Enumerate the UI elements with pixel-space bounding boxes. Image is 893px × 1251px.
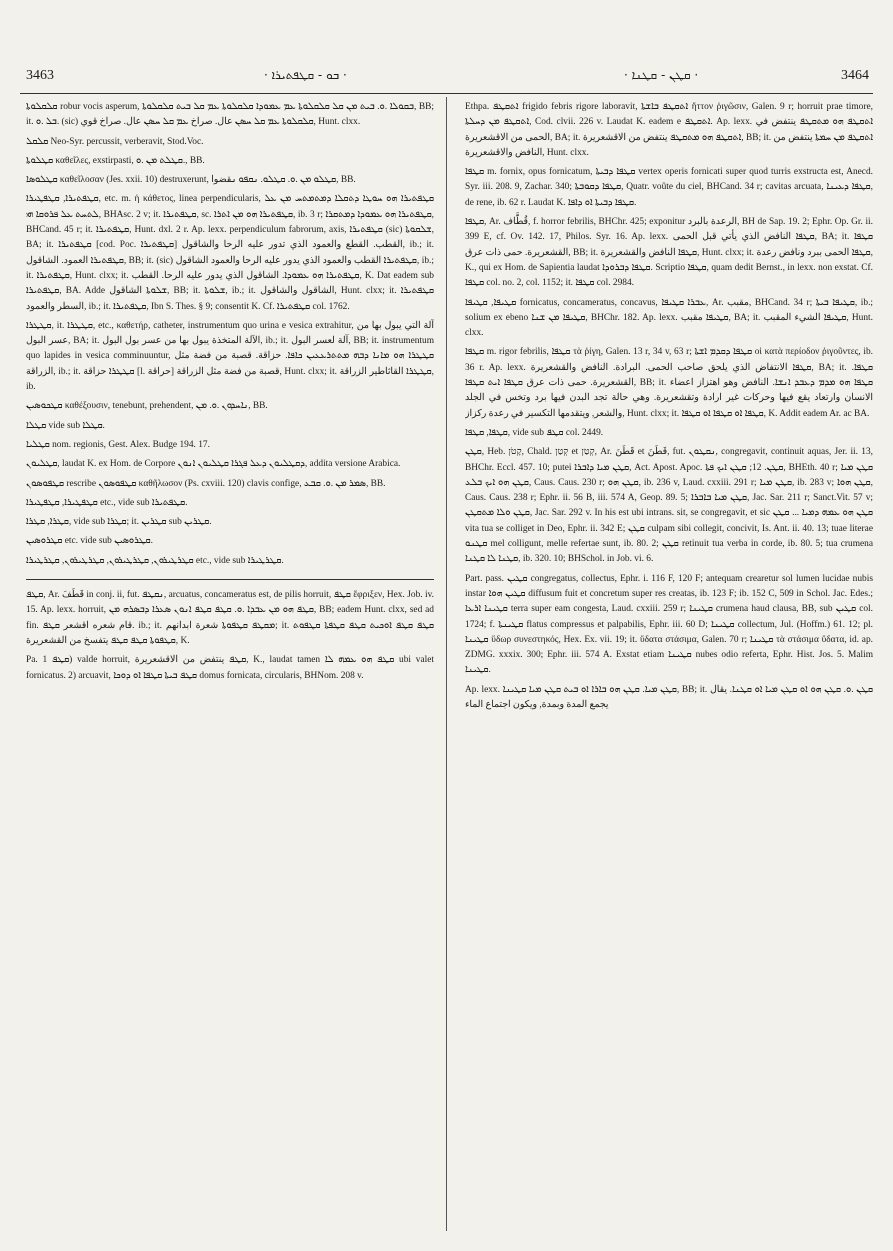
header-rule (20, 93, 873, 94)
dictionary-entry: ܩܛܦܛܝܪܐ, ܩܛܦܛܝܪܐ etc., vide sub ܩܛܦܬܝܪܐ. (26, 497, 188, 508)
dictionary-entry: ܩܛܠܐ vide sub ܩܛܠܐ. (26, 420, 105, 431)
dictionary-entry: ܩܛܦܐ m. rigor febrilis, ܩܛܦܐ τὰ ῥίγη, Galen. 13 r, 34 v, 63 r; ܩܛܦܐ ܕܩܕܡ ܐܫܬܐ οἱ κατὰ περίοδον ῥιγοῦντες, ib. 36 r. Ap. lexx. ܩܛܦܐ الانتفاض الذي يلحق صاحب الحمى. البرادة. النافض والقشعريرة, BA; it. ܩܛܦܐ. القشعريرة. حمى ذات عرق ܩܛܦܐ ܐܝܬ ܩܛܦܐ, BB; it. ܩܛܦܐ ܗܘ ܡܕܡ ܕܥܒܕ ܐܢܫܐ. النافض وهو اهتزاز اعضاء الانسان وارتعاد يقع فيها وحركات غير ارادة وتقشعريرة. وهي حالة تجد البدن فيها برد وتخس في الجلد والشعر, ويتقدمها التكسير في رعدة ركزاز, Hunt. clxx; it. ܩܛܦܐ ܐܘ ܩܛܦܐ ܐܘ ܩܛܦܐ, K. Addit eadem Ar. ac BA. (465, 347, 873, 419)
running-head-right: · ܩܛܢ - ܩܛܢܐ · (624, 68, 699, 82)
dictionary-entry: ܩܛܦܬܝܪܐ, ܩܛܦܛܝܪܐ, etc. m. ἡ κάθετος, linea perpendicularis, ܩܛܦܬܝܪܐ ܗܘ ܚܘܛܐ ܕܬܩܠܐ ܕܡܬܡܬܚ ܡܢ ܥܠ ܠܬܚܬ ܥܠ ܦܪܘܩܐ ܗܝ, BHAsc. 2 v; it. ܩܛܦܬܝܪܐ, sc. ܩܛܦܬܝܪܐ ܗܘ ܡܢ ܐܬܪܐ, ib. 3 r; ܩܛܦܬܝܪܐ ܗܘ ܥܡܘܕܐ ܕܡܬܩܪܐ, BHCand. 45 r; it. ܩܛܦܬܝܪܐ, Hunt. dxl. 2 r. Ap. lexx. perpendiculum fabrorum, axis, ܩܛܦܬܝܪܐ (sic) ܫܠܩܘܬܐ, BA; it. ܩܛܦܬܝܪܐ [cod. Poc. ܩܛܦܬܝܪܐ] القطب. القطع والعمود الذي تدور عليه الرحا والشاقول, ib.; it. ܩܛܦܬܝܪܐ العمود. الشاقول, BB; it. (sic) ܩܛܦܬܝܪܐ القطب والعمود الذي يدور عليه الرحا والعمود الشاقول, ib.; it. ܩܛܦܬܝܪܐ, Hunt. clxx; it. ܩܛܦܬܝܪܐ ܗܘ ܥܡܘܕܐ. الشاقول الذي يدور عليه الرحا. القطب, K. Dat eadem sub ܩܛܦܬܝܪܐ, BA. Adde ܫܠܘܬܐ الشاقول, BB; it. ܫܠܘܬܐ, ib.; it. الشاقول والشاقول, Hunt. clxx; it. ܩܛܦܬܝܪܐ السطر والعمود, ib.; it. ܩܛܦܬܝܪܐ, Ibn S. Thes. § 9; consentit K. Cf. ܩܛܦܬܝܪܐ col. 1762. (26, 194, 434, 312)
dictionary-entry: ܩܛܦܐ, ܩܛܦܐ, vide sub ܩܛܦ col. 2449. (465, 427, 604, 438)
dictionary-entry: ܩܛܠܝܘܢ, laudat K. ex Hom. de Corpore ܕܩܛܠܝܘܢ ܕܥܠ ܦܓܪܐ ܩܛܠܝܘܢ ܐܢܘܢ, addita versione Arabica. (26, 459, 401, 470)
dictionary-entry: ܩܛܪܛܝܪܘܢ, ܩܛܪܛܝܪܘܢ, ܩܛܪܛܝܪܘܢ, ܩܛܪܛܝܪܐ etc., vide sub ܩܛܪܛܝܪܐ. (26, 555, 284, 566)
dictionary-entry: ܩܛܟܘܣܝܢ καθέξουσιν, tenebunt, prehendent, ܢܐܚܕܘܢ .ܘ. ܡܢ, BB. (26, 401, 268, 412)
dictionary-entry: Pa. ܩܛܦ 1) valde horruit, ܩܛܦ ينتفض من الاقشعريرة, K., laudat tamen ܩܛܦ ܗܘ ܥܡܗ ܠܐ ubi valet fornicatus. 2) arcuavit, ܩܛܦ ܒܝܬܐ ܩܛܦܐ ܐܘ ܕܘܟܐ domus fornicata, circularis, BHNom. 208 v. (26, 655, 434, 681)
dictionary-entry: ܩܛܝܦܐ, ܩܛܝܦܐ fornicatus, concameratus, concavus, ܥܒܪܐ ܩܛܝܦܐ, Ar. مقبب, BHCand. 34 r; ܩܛܝܦܐ ܒܝܬܐ, ib.; solium ex ebeno ܩܛܝܦܐ ܡܢ ܫܢܐ, BHChr. 182. Ap. lexx. ܩܛܝܦܐ مقبب, BA; it. ܩܛܝܦܐ الشيء المقبب, Hunt. clxx. (465, 297, 873, 339)
dictionary-entry: Ethpa. ܐܬܩܛܦ frigido febris rigore laboravit, ܐܬܩܛܦ ܒܐܫܬܐ ἤττον ῥιγῶσιν, Galen. 9 r; horruit prae timore, ܐܬܩܛܦ ܡܢ ܕܚܠܬܐ, Cod. clvii. 226 v. Laudat K. eadem e ܐܬܩܛܦ. Ap. lexx. ܐܬܩܛܦ ܗܘ ܡܬܩܛܦ ينتفض في الحمى من الاقشعريرة, BA; it. ܐܬܩܛܦ ܗܘ ܡܬܩܛܦ ينتفض من الاقشعريرة, BB; it. ܐܬܩܛܦ ܡܢ ܚܡܬܐ ينتفض من النافض والاقشعريرة, Hunt. clxx. (465, 102, 873, 158)
dictionary-entry: ܩܛܢ, Heb. קָטֹן, Chald. קְטַן et קְטַן, Ar. قَطَنَ et قَطَنَ, fut. ܢܩܛܘܢ, congregavit, continuit aquas, Jer. ii. 13, BHChr. Eccl. 457. 10; putei ܩܛܢ ܡܝܐ ܕܐܒܪܐ, Act. Apost. Apoc. ܩܛܢ. 12; ܩܛܢ ܐܝܟ ܦܬܐ, BHEth. 40 r; ܩܛܢ ܡܝܐ ܩܛܢ ܗܘ ܐܝܟ ܒܠܥ, Caus. Caus. 230 r; ܩܛܢ ܗܘ, ib. 236 v, Laud. cxxiii. 291 r; ܩܛܢ ܡܝܐ, ib. 283 v; ܩܛܢ ܗܘܐ, Caus. Caus. 238 r; Ephr. ii. 56 B, iii. 574 A, Geop. 89. 5; ܩܛܢ ܡܝܐ ܒܐܒܪܐ, Jac. Sar. 211 r; Sanct.Vit. 57 v; ܩܛܢ ܘܠܐ ܡܬܩܛܢ, Jac. Sar. 292 v. In his est ubi intrans. sit, se congregavit, et sic ܩܛܢ ܗܘ ܥܡܗ ܕܡܝܐ ... ܩܛܢ vita tua se colliget in Deo, Ephr. ii. 342 E; ܩܛܢ culpam sibi collegit, concivit, Is. Ant. ii. 40. 13; tuae literae ܩܛܢܘ mel colligunt, melle refertae sunt, ib. 80. 2; ܩܛܢ retinuit tua verba in corde, ib. 80. 5; tua crumena ܩܛܢܐ ܠܐ ܩܛܢܐ, ib. 320. 10; BHSchol. in Job. vi. 6. (465, 447, 873, 565)
page-header (14, 62, 879, 88)
dictionary-entry: ܩܛܪܐ, ܩܛܪܐ, vide sub ܩܛܪܐ; it. ܩܛܪܝܢ sub ܩܛܪܝܢ. (26, 517, 212, 528)
running-head-left: · ܒܘ - ܩܛܦܬܝܪܐ · (264, 68, 347, 82)
dictionary-entry: ܩܛܠܘܬܐ καθεῖλες, exstirpasti, ܩܛܠܬ ܡܢ .ܘ., BB. (26, 155, 205, 166)
page-number-left: 3463 (26, 68, 54, 83)
dictionary-entry: ܩܠܩܠܘܬܐ robur vocis asperum, ܒܩܘܠܐ .ܘ. ܒܝܬ ܡܢ ܩܠ ܩܠܩܠܘܬܐ ܥܡ ܥܡܘܕܐ ܩܠܩܠܘܬܐ ܥܡ ܩܠ ܒܝܬ ܩܠܩܠܘܬܐ, BB; it. ܒܠ .ܘ. (sic) ܩܠܩܠܘܬܐ ܥܡ ܩܠ ܚܣܢ عال. صراخ ܥܡ ܩܠ ܚܣܢ عال. صراخ قوي, Hunt. clxx. (26, 102, 434, 128)
dictionary-entry: ܩܛܛܪܐ, it. ܩܛܛܪܐ, etc., καθετήρ, catheter, instrumentum quo urina e vesica extrahitur, آلة التي يبول بها من عسر البول, BA; it. الآلة المتخذة يبول بها من عسر بول البول, ib.; it. آلة لعسر البول, BB; it. instrumentum quo lapides in vesica comminuuntur, ܩܛܛܪܐ ܗܘ ܡܐܢܐ ܕܒܗ ܡܬܬܪܥܥܝܢ ܟܐܦܐ. حزاقة. قصبة من فضة مثل الزراقة, ib.; it. ܩܛܛܪܐ حزاقة [l. حراقة] قصبة من فضة مثل الزراقة, Hunt. clxx; it. ܩܛܛܪܐ القاثاطير الزراقة, ib. (26, 320, 434, 393)
dictionary-entry: Part. pass. ܩܛܝܢ congregatus, collectus, Ephr. i. 116 F, 120 F; antequam crearetur sol lumen lucidae nubis instar ܩܛܝܢ ܗܘܐ diffusum fuit et concretum super res creatas, ib. 123 F; ib. 152 C, 509 in Schol. Jac. Edes.; ܩܛܝܢܐ ܐܪܥܐ terra super eam congesta, Laud. cxxiii. 259 r; ܩܛܝܢܐ crumena haud clausa, BB, sub ܩܛܝܢ col. 1724; f. ܩܛܝܢܬܐ flatus compressus et palpabilis, Ephr. iii. 60 D; ܩܛܝܢܐ collectum, Jul. (Hoffm.) 61. 12; pl. ܩܛܝܢܐ ὕδωρ συνεστηκός, Hex. Ex. vii. 19; it. ὕδατα στάσιμα, Galen. 70 r; ܩܛܝܢܐ τὰ στάσιμα ὕδατα, id. ap. ZDMG. xxxix. 300; Ephr. iii. 574 A. Exstat etiam ܩܛܝܢܐ nubes odio referta, Ephr. Hist. Jos. 5. Malim ܩܛܝܢܐ. (465, 573, 873, 676)
page-number-right: 3464 (841, 68, 869, 83)
dictionary-entry: ܩܛܦܐ m. fornix, opus fornicatum, ܩܛܦܐ ܕܒܝܬܐ vertex operis fornicati super quod turris exstructa est, Anecd. Syr. iii. 208. 9, Zachar. 340; ܩܛܦܐ ܕܩܘܒܬܐ, Quatr. voûte du ciel, BHCand. 34 r; cavitas arcuata, ܩܛܦܐ ܕܥܝܢܐ, de rene, ib. 62 r. Laudat K. ܩܛܦܐ ܕܒܝܬܐ ܐܘ ܕܐܦܐ. (465, 167, 873, 208)
section-rule (26, 579, 434, 580)
dictionary-entry: ܩܛܠܘܣܐ καθεῖλοσαν (Jes. xxii. 10) destruxerunt, ܩܛܠܘ ܡܢ .ܘ. ܩܛܠܘ. ܢܩܦܘ ܢقضوا, BB. (26, 175, 356, 186)
dictionary-entry: ܩܛܦܐ, Ar. قُطَّاف, f. horror febrilis, BHChr. 425; exponitur الرعدة بالبرد, BH de Sap. 19. 2; Ephr. Op. Gr. ii. 399 E, cf. Ov. 142. 17, Philos. Syr. 16. Ap. lexx. ܩܛܦܐ النافض الذي يأتي قبل الحمى, BA; it. ܩܛܦܐ القشعريرة. حمى ذات عرق, BB; it. ܩܛܦܐ النافض والقشعريرة, Hunt. clxx; it. ܩܛܦܐ الحمى ببرد ونافض رعدة, K., qui ex Hom. de Sapientia laudat ܩܛܦܐ ܕܒܪܘܕܐ. Scriptio ܩܛܦܐ, quam dedit Bernst., in lexx. non exstat. Cf. ܩܛܦܐ col. no. 2, col. 1152; it. ܩܛܦܐ col. 2984. (465, 217, 873, 289)
right-column (465, 100, 873, 1230)
dictionary-entry: ܩܠܩܠ Neo-Syr. percussit, verberavit, Stod.Voc. (26, 136, 204, 147)
dictionary-entry: ܩܛܦ, Ar. قَطَفَ in conj. ii, fut. ܢܩܛܦ, arcuatus, concameratus est, de pilis horruit, ܩܛܦ ἔφριξεν, Hex. Job. iv. 15. Ap. lexx. horruit, ܩܛܦ ܗܘ ܡܢ ܥܒܕܐ .ܘ. ܩܛܦ ܩܛܦ ܐܢܘܢ ܣܥܪܐ ܕܒܣܪܗ ܡܢ, BB; eadem Hunt. clxx, sed ad fin. قام شعره اقشعر ܩܛܦ. ib.; it. ܡܩܛܦ ܩܛܦܘܬܐ شعرة ابدانهم; it. ܩܛܦ ܩܛܦ ܐܘܟܝܬ ܩܛܦ ܩܛܦܬܐ ܩܛܦܘܬ ܩܛܦܘܬܐ ܩܛܦ ܩܛܦ يتفسخ من القشعريرة, K. (26, 590, 434, 646)
left-column (26, 100, 434, 1230)
dictionary-entry: Ap. lexx. ܩܛܢ ܡܝܐ. ܩܛܢ ܗܘ ܒܐܪܐ ܐܘ ܒܝܬ ܩܛܢ ܡܝܐ ܩܛܝܢܐ, BB; it. ܩܛܢ .ܘ. ܩܛܢ ܗܘ ܐܘ ܩܛܢ ܡܝܐ ܐܘ ܩܛܢܐ. يقال يجمع المدة وبمدة, ويكون اجتماع الماء (465, 684, 873, 710)
dictionary-entry: ܩܛܠܝܐ nom. regionis, Gest. Alex. Budge 194. 17. (26, 439, 210, 450)
dictionary-entry: ܩܛܦܘܣܘܢ rescribe ܩܛܦܘܣܘܢ καθῆλωσον (Ps. cxviii. 120) clavis confige, ܣܡܪ ܡܢ .ܘ. ܩܒܥ, BB. (26, 478, 386, 489)
dictionary-entry: ܩܛܪܘܣܝܢ etc. vide sub ܩܛܪܘܣܝܢ. (26, 536, 153, 547)
column-divider (446, 97, 447, 1231)
